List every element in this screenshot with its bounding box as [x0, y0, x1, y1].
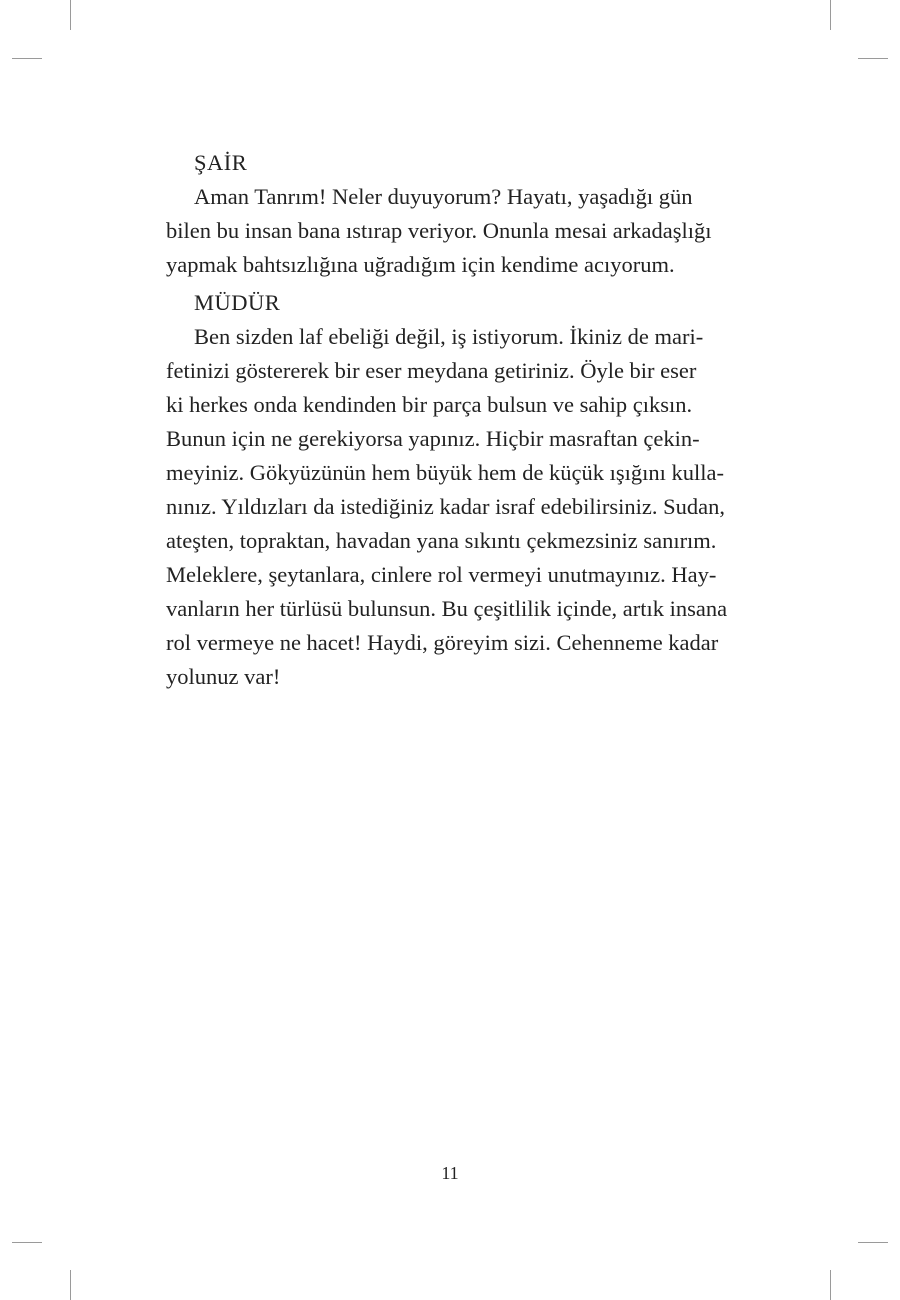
speaker-name: ŞAİR [194, 150, 248, 175]
dialogue-paragraph: Ben sizden laf ebeliği değil, iş istiyorum. İkiniz de mari- fetinizi göstererek bir eser meydana getiriniz. Öyle bir eser ki herkes onda kendinden bir parça bulsun ve sahip çıksın. Bunun için ne gerekiyorsa yapınız. Hiçbir masraftan çekin- meyiniz. Gökyüzünün hem büyük hem de küçük ışığını kulla- nınız. Yıldızları da istediğiniz kadar israf edebilirsiniz. Sudan, ateşten, topraktan, havadan yana sıkıntı çekmezsiniz sanırım. Meleklere, şeytanlara, cinlere rol vermeyi unutmayınız. Hay- vanların her türlüsü bulunsun. Bu çeşitlilik içinde, artık insana rol vermeye ne hacet! Haydi, göreyim sizi. Cehenneme kadar yolunuz var! [166, 324, 728, 689]
crop-mark-right-top [858, 58, 888, 59]
crop-mark-top-left [70, 0, 71, 30]
crop-mark-left-top [12, 58, 42, 59]
dialogue-paragraph: Aman Tanrım! Neler duyuyorum? Hayatı, yaşadığı gün bilen bu insan bana ıstırap veriyor. Onunla mesai arkadaşlığı yapmak bahtsızlığına uğradığım için kendime acıyorum. [166, 184, 712, 277]
crop-mark-bottom-right [830, 1270, 831, 1300]
crop-mark-right-bottom [858, 1242, 888, 1243]
page-body [166, 146, 746, 694]
crop-mark-bottom-left [70, 1270, 71, 1300]
crop-mark-left-bottom [12, 1242, 42, 1243]
page-number: 11 [441, 1163, 459, 1183]
speaker-name: MÜDÜR [194, 290, 281, 315]
crop-mark-top-right [830, 0, 831, 30]
